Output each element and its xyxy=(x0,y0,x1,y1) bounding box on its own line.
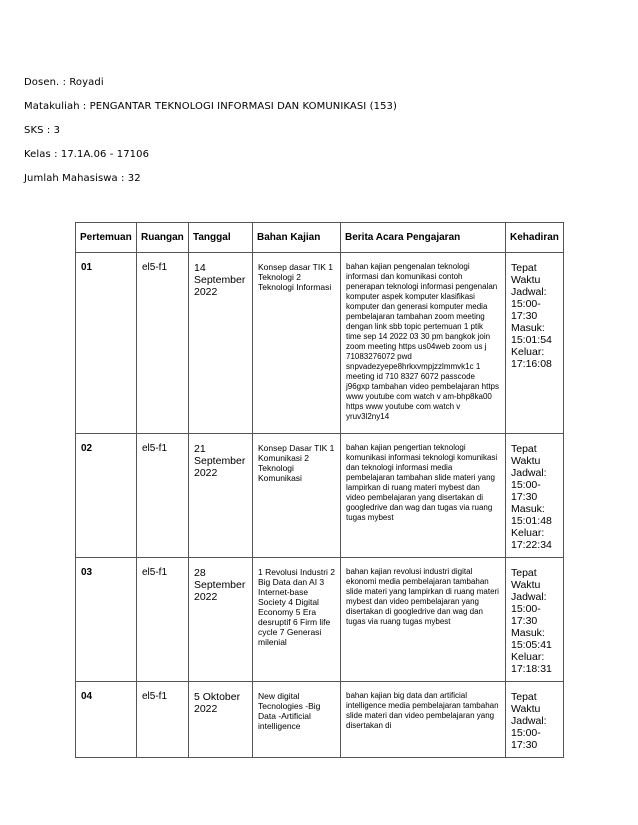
cell-kehadiran: Tepat Waktu Jadwal: 15:00-17:30 Masuk: 15:01:54 Keluar: 17:16:08 xyxy=(506,253,564,434)
table-header-row xyxy=(76,223,564,253)
cell-ruangan: el5-f1 xyxy=(137,682,189,758)
cell-kehadiran: Tepat Waktu Jadwal: 15:00-17:30 xyxy=(506,682,564,758)
col-header-berita-acara: Berita Acara Pengajaran xyxy=(341,223,506,253)
cell-ruangan: el5-f1 xyxy=(137,434,189,558)
class-line: Kelas : 17.1A.06 - 17106 xyxy=(24,149,150,160)
table-row xyxy=(76,682,564,758)
table-row xyxy=(76,253,564,434)
document-header xyxy=(24,76,397,196)
cell-bahan-kajian: Konsep dasar TIK 1 Teknologi 2 Teknologi Informasi xyxy=(253,253,341,434)
cell-ruangan: el5-f1 xyxy=(137,253,189,434)
cell-pertemuan: 04 xyxy=(76,682,137,758)
col-header-kehadiran: Kehadiran xyxy=(506,223,564,253)
cell-tanggal: 28 September 2022 xyxy=(189,558,253,682)
col-header-ruangan: Ruangan xyxy=(137,223,189,253)
cell-berita-acara: bahan kajian big data dan artificial intelligence media pembelajaran tambahan slide materi dan video pembelajaran yang disertakan di xyxy=(341,682,506,758)
cell-kehadiran: Tepat Waktu Jadwal: 15:00-17:30 Masuk: 15:01:48 Keluar: 17:22:34 xyxy=(506,434,564,558)
cell-berita-acara: bahan kajian pengertian teknologi komunikasi informasi teknologi komunikasi dan teknologi informasi media pembelajaran tambahan slide materi yang lampirkan di ruang materi mybest dan video pembelajaran yang disertakan di googledrive dan wag dan tugas via ruang tugas mybest xyxy=(341,434,506,558)
cell-pertemuan: 01 xyxy=(76,253,137,434)
cell-tanggal: 14 September 2022 xyxy=(189,253,253,434)
credits-line: SKS : 3 xyxy=(24,125,61,136)
cell-bahan-kajian: 1 Revolusi Industri 2 Big Data dan AI 3 Internet-base Society 4 Digital Economy 5 Era desruptif 6 Firm life cycle 7 Generasi milenial xyxy=(253,558,341,682)
cell-tanggal: 5 Oktober 2022 xyxy=(189,682,253,758)
table-row xyxy=(76,558,564,682)
cell-berita-acara: bahan kajian revolusi industri digital ekonomi media pembelajaran tambahan slide materi yang lampirkan di ruang materi mybest dan video pembelajaran yang disertakan di googledrive dan wag dan tugas via ruang tugas mybest xyxy=(341,558,506,682)
cell-tanggal: 21 September 2022 xyxy=(189,434,253,558)
table-row xyxy=(76,434,564,558)
lecturer-line: Dosen. : Royadi xyxy=(24,77,104,88)
course-line: Matakuliah : PENGANTAR TEKNOLOGI INFORMASI DAN KOMUNIKASI (153) xyxy=(24,101,397,112)
col-header-tanggal: Tanggal xyxy=(189,223,253,253)
col-header-pertemuan: Pertemuan xyxy=(76,223,137,253)
col-header-bahan-kajian: Bahan Kajian xyxy=(253,223,341,253)
cell-bahan-kajian: Konsep Dasar TIK 1 Komunikasi 2 Teknologi Komunikasi xyxy=(253,434,341,558)
cell-kehadiran: Tepat Waktu Jadwal: 15:00-17:30 Masuk: 15:05:41 Keluar: 17:18:31 xyxy=(506,558,564,682)
attendance-table xyxy=(75,222,564,758)
cell-ruangan: el5-f1 xyxy=(137,558,189,682)
cell-pertemuan: 03 xyxy=(76,558,137,682)
student-count-line: Jumlah Mahasiswa : 32 xyxy=(24,173,141,184)
cell-pertemuan: 02 xyxy=(76,434,137,558)
cell-bahan-kajian: New digital Tecnologies -Big Data -Artificial intelligence xyxy=(253,682,341,758)
cell-berita-acara: bahan kajian pengenalan teknologi informasi dan komunikasi contoh penerapan teknologi informasi pengenalan komputer aspek komputer klasifikasi komputer dan generasi komputer media pembelajaran tambahan zoom meeting dengan link sbb topic pertemuan 1 ptik time sep 14 2022 03 30 pm bangkok join zoom meeting https us04web zoom us j 71083276072 pwd snpvadezyepe8hrkxvmpjzzlmmvk1c 1 meeting id 710 8327 6072 passcode j96gxp tambahan video pembelajaran https www youtube com watch v am-bhp8ka00 https www youtube com watch v yruv3l2ny14 xyxy=(341,253,506,434)
